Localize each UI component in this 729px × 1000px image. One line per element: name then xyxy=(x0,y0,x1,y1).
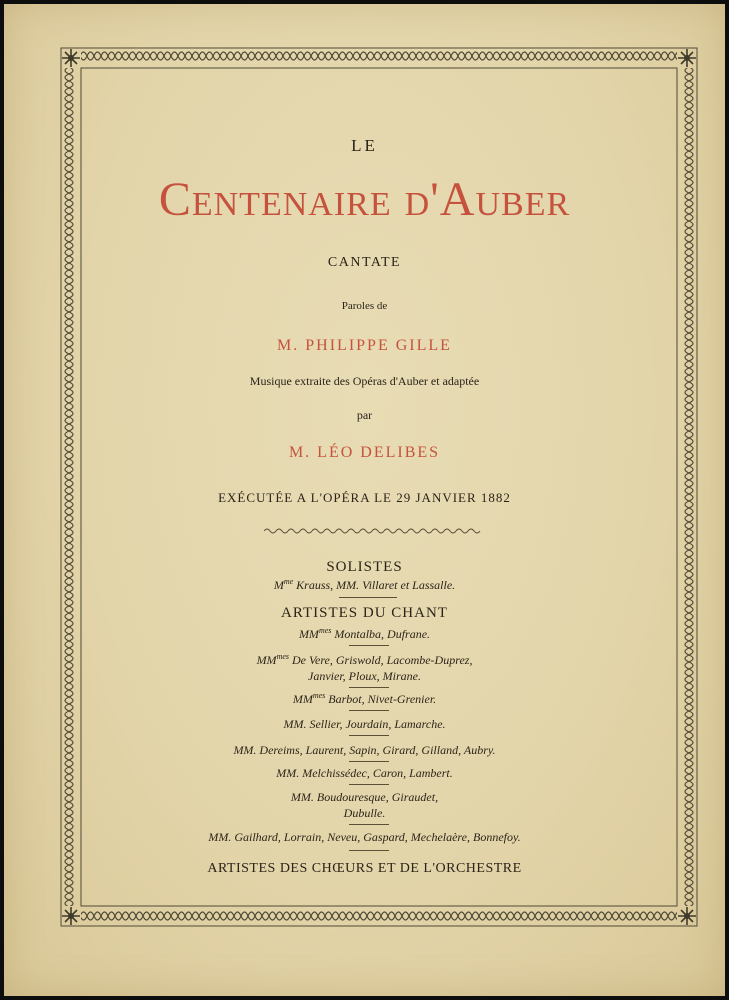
group-sup: mes xyxy=(276,652,290,661)
rule-divider xyxy=(349,824,389,825)
group-text: Montalba, Dufrane. xyxy=(331,627,431,641)
composer-name: M. LÉO DELIBES xyxy=(288,444,441,461)
solistes-heading: SOLISTES xyxy=(326,559,403,575)
rule-divider xyxy=(349,687,389,688)
chant-heading: ARTISTES DU CHANT xyxy=(281,605,448,621)
solistes-prefix: $M^{me}$ xyxy=(273,577,294,592)
genre-label: CANTATE xyxy=(327,255,402,270)
cast-group-8: MM. Gailhard, Lorrain, Neveu, Gaspard, Mechelaère, Bonnefoy. xyxy=(208,830,521,844)
group-prefix: MM xyxy=(292,692,313,706)
cast-group-1 xyxy=(4,627,725,642)
wavy-divider xyxy=(264,526,484,536)
footer-line: ARTISTES DES CHŒURS ET DE L'ORCHESTRE xyxy=(207,861,522,876)
rule-divider xyxy=(349,735,389,736)
rule-divider xyxy=(349,645,389,646)
cast-group-5: MM. Dereims, Laurent, Sapin, Girard, Gilland, Aubry. xyxy=(233,743,496,757)
group-sup: mes xyxy=(312,691,326,700)
cast-group-6: MM. Melchissédec, Caron, Lambert. xyxy=(276,766,453,780)
cast-group-7: MM. Boudouresque, Giraudet, xyxy=(290,790,439,804)
rule-divider xyxy=(349,710,389,711)
paroles-de: Paroles de xyxy=(341,300,388,312)
solistes-names xyxy=(4,578,725,593)
cast-group-2-line2: Janvier, Ploux, Mirane. xyxy=(308,669,421,683)
rule-divider xyxy=(349,784,389,785)
main-title xyxy=(4,170,725,230)
lyricist-name: M. PHILIPPE GILLE xyxy=(277,337,452,354)
title-article: LE xyxy=(351,136,378,155)
rule-divider xyxy=(349,850,389,851)
solistes-text: Krauss, MM. Villaret et Lassalle. xyxy=(293,578,456,592)
group-sup: mes xyxy=(318,626,332,635)
performance-date: EXÉCUTÉE A L'OPÉRA LE 29 JANVIER 1882 xyxy=(218,490,511,505)
cast-group-7-line2: Dubulle. xyxy=(343,806,386,820)
group-prefix: MM xyxy=(298,627,319,641)
group-prefix: MM xyxy=(256,653,277,667)
cast-group-3 xyxy=(4,692,725,707)
rule-divider xyxy=(349,761,389,762)
cast-group-2 xyxy=(4,653,725,668)
musique-line: Musique extraite des Opéras d'Auber et adaptée xyxy=(249,374,480,388)
main-title-text: Centenaire d'Auber xyxy=(158,173,571,226)
par-label: par xyxy=(356,408,373,422)
group-text: Barbot, Nivet-Grenier. xyxy=(325,692,437,706)
group-text: De Vere, Griswold, Lacombe-Duprez, xyxy=(289,653,473,667)
paper-sheet xyxy=(4,4,725,996)
cast-group-4: MM. Sellier, Jourdain, Lamarche. xyxy=(283,717,446,731)
rule-divider xyxy=(339,597,397,598)
